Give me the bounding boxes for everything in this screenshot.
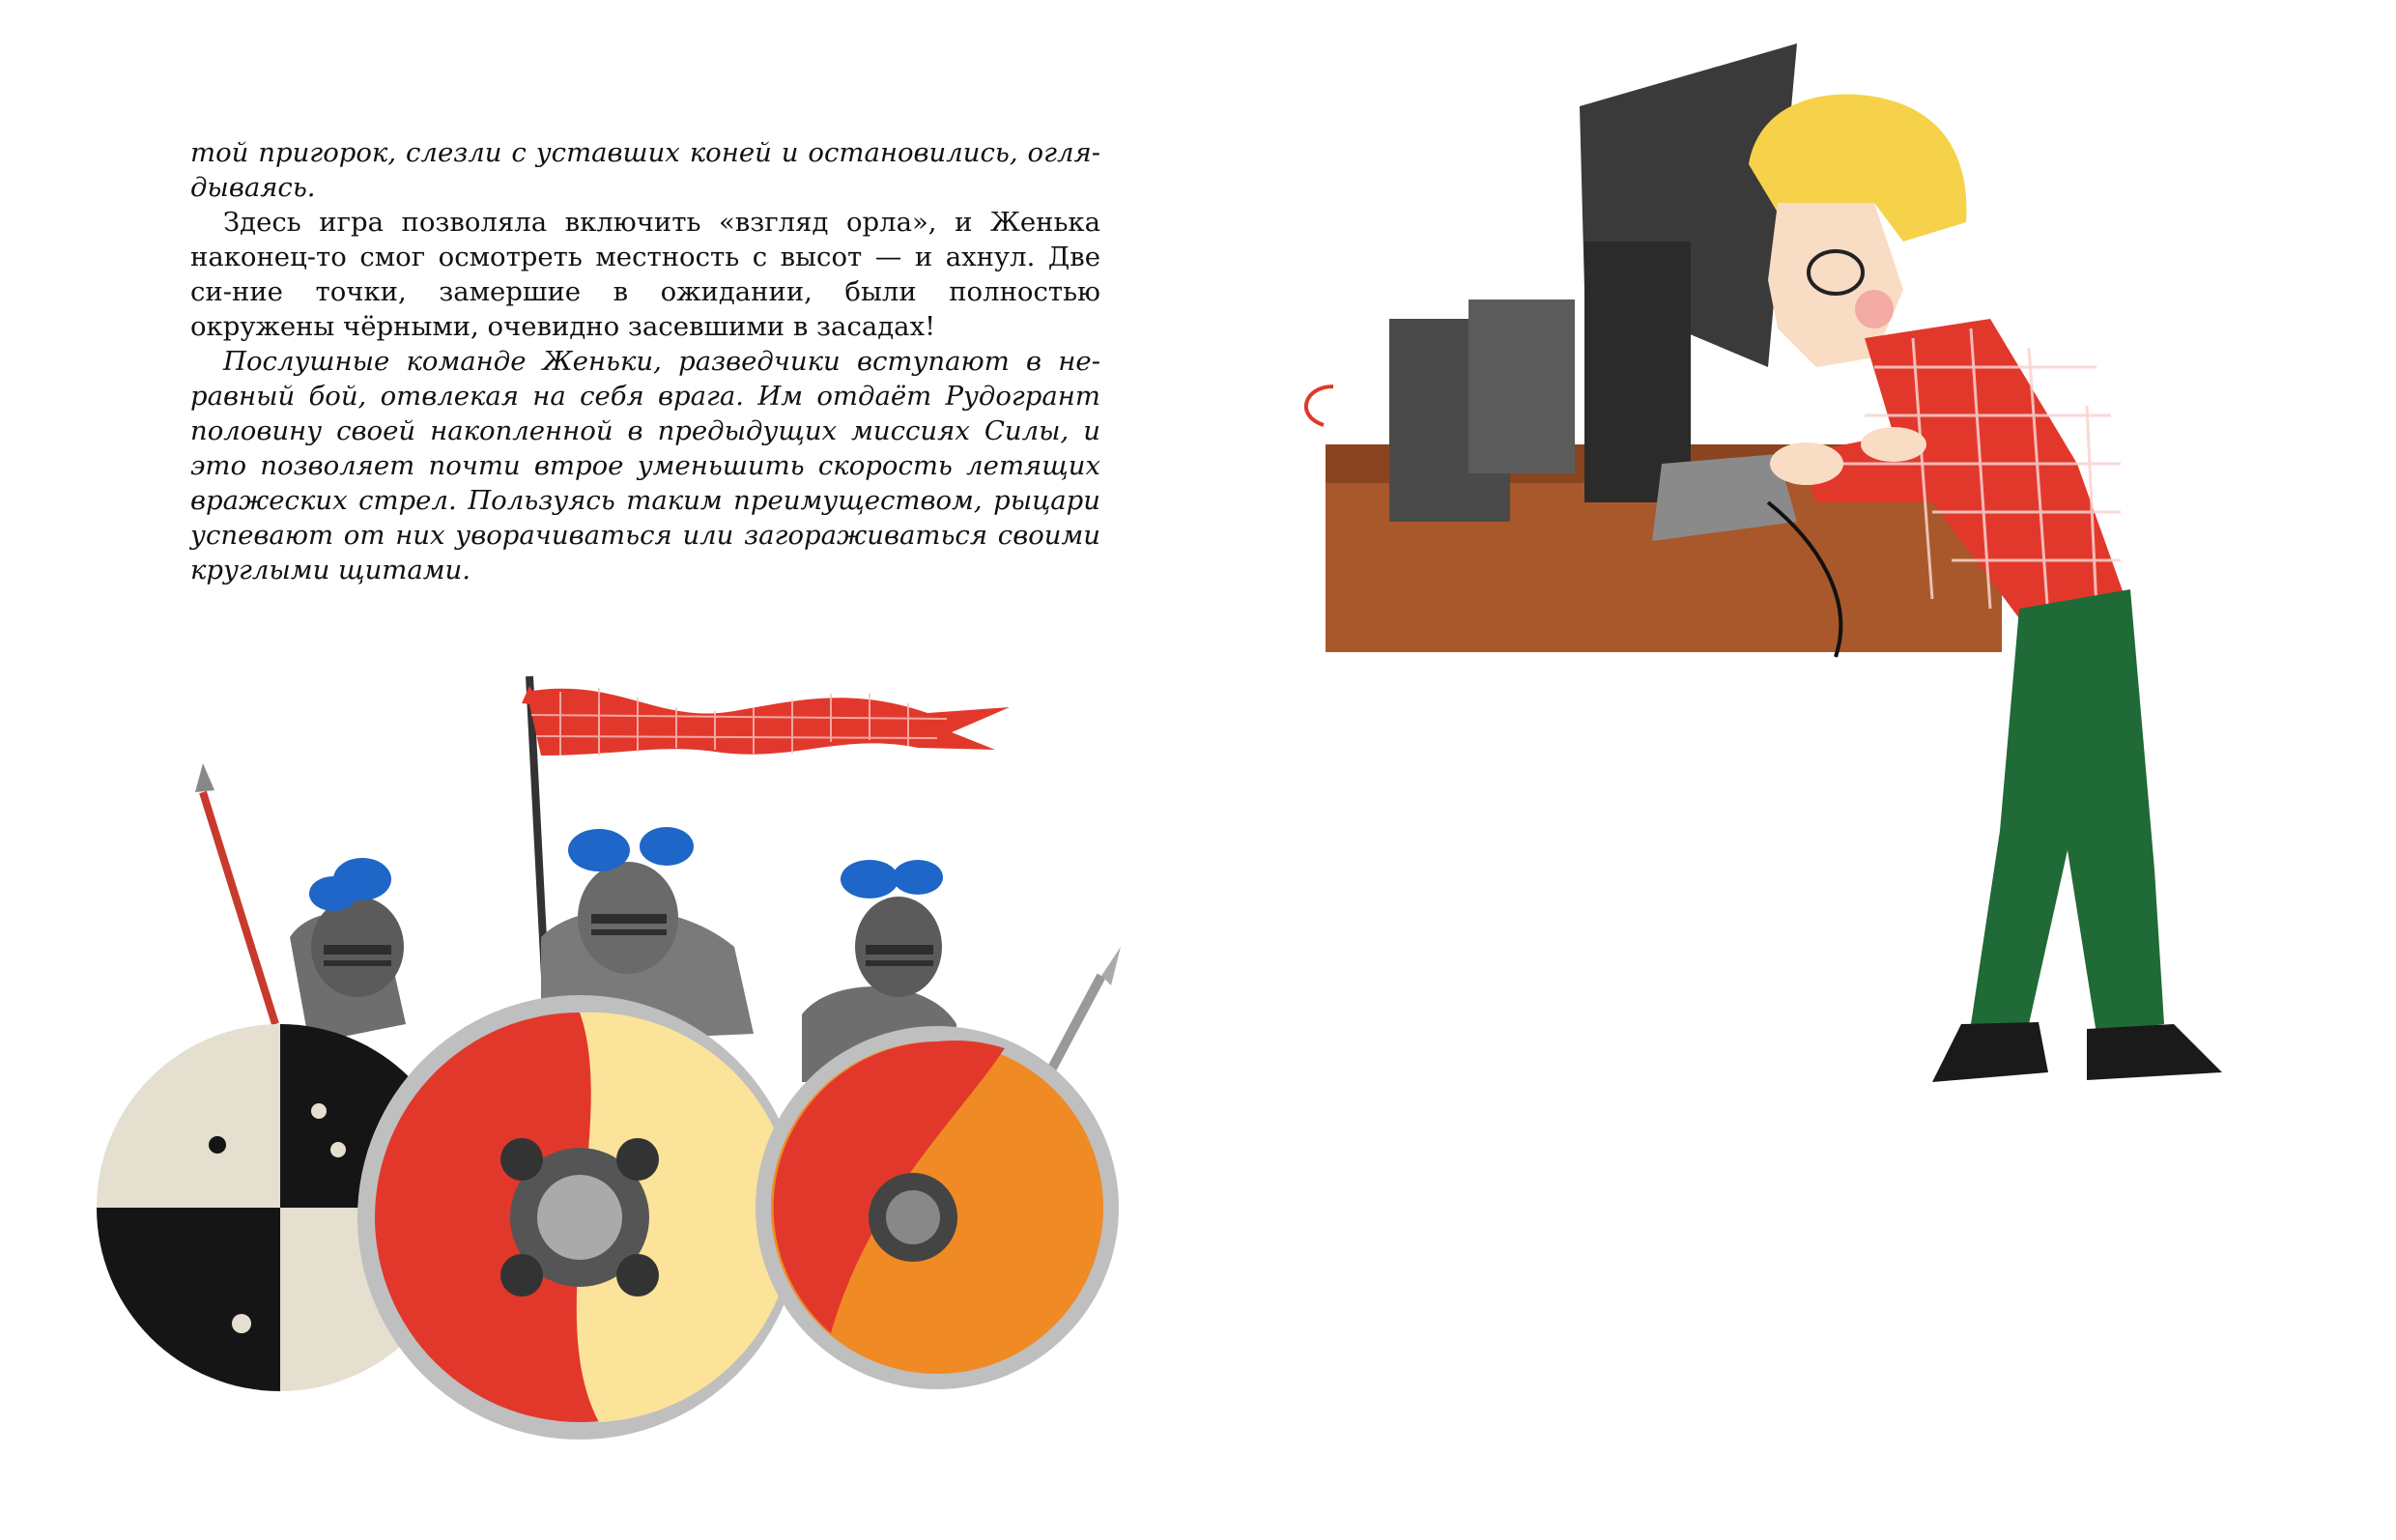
- monitor: [1580, 43, 1797, 541]
- right-page: [1198, 0, 2396, 1540]
- boy-at-computer-illustration: [1198, 0, 2396, 1159]
- shield-right: [756, 1026, 1119, 1389]
- knight-left: [290, 858, 406, 1043]
- paragraph: той пригорок, слезли с уставших коней и остановились, огля-дываясь.: [190, 137, 1100, 203]
- paragraph: Послушные команде Женьки, разведчики вступают в не-равный бой, отвлекая на себя врага. Им отдаёт Рудогрант половину своей накопленной в предыдущих миссиях Силы, и это позволяет почти втрое уменьшить скорость летящих вражеских стрел. Пользуясь таким преимуществом, рыцари успевают от них уворачиваться или загораживаться своими круглыми щитами.: [190, 346, 1100, 585]
- left-text-block: [190, 135, 1100, 587]
- paragraph: Здесь игра позволяла включить «взгляд орла», и Женька наконец-то смог осмотреть местность с высот — и ахнул. Две си-ние точки, замершие в ожидании, были полностью окружены чёрными, очевидно засевшими в засадах!: [190, 207, 1100, 342]
- shield-center: [357, 995, 802, 1440]
- knights-illustration: [0, 618, 1198, 1488]
